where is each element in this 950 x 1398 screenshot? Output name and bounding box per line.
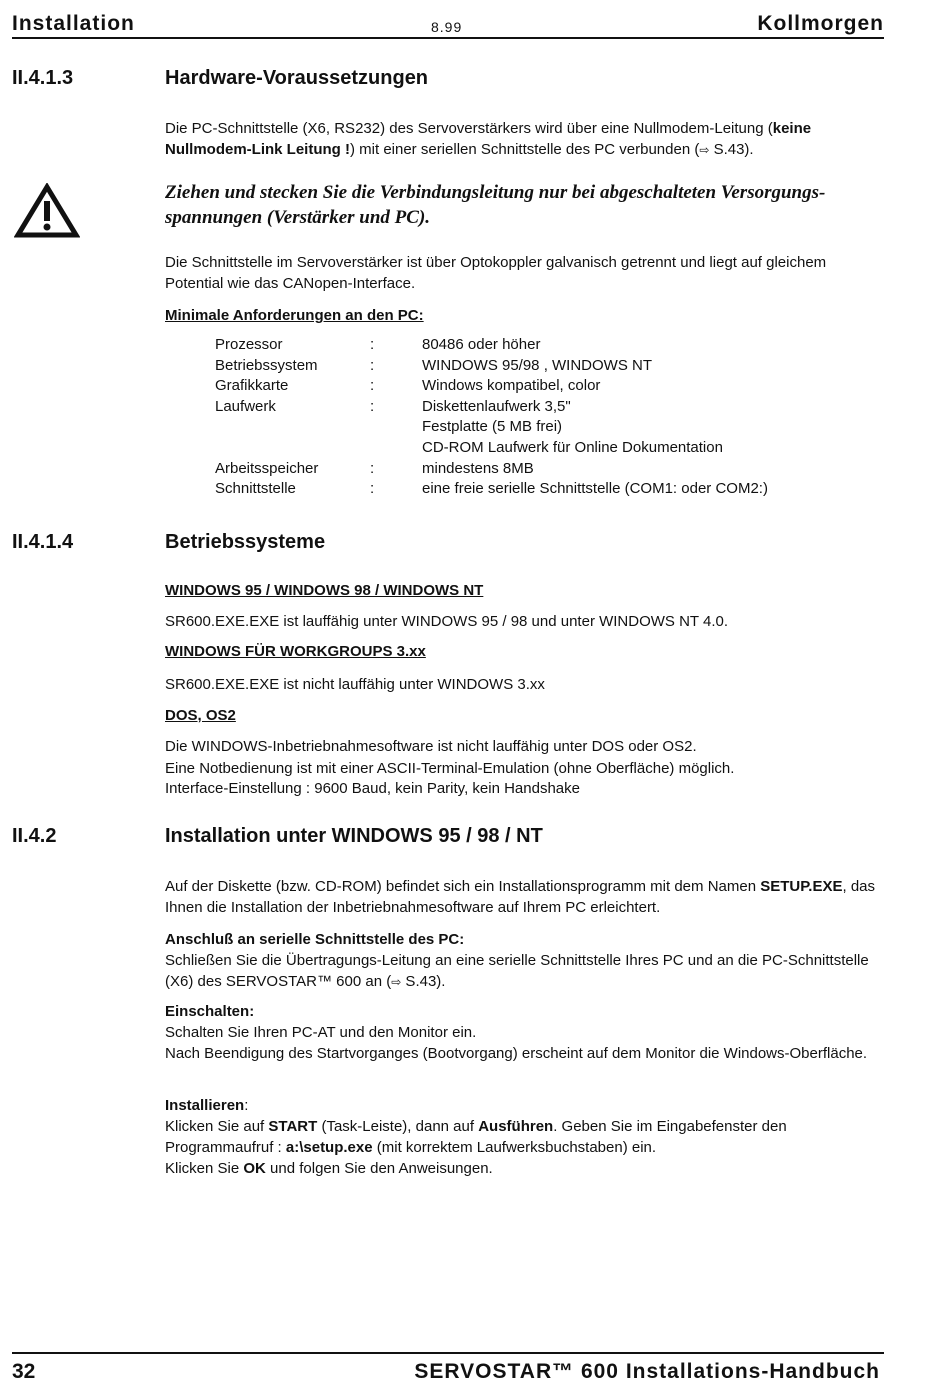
paragraph-install xyxy=(165,1095,885,1179)
underlined-heading: WINDOWS FÜR WORKGROUPS 3.xx xyxy=(165,643,426,660)
text-run: Nach Beendigung des Startvorganges (Bootvorgang) erscheint auf dem Monitor die Windows-Oberfläche. xyxy=(165,1045,868,1062)
section-number: II.4.2 xyxy=(12,825,57,847)
footer-rule xyxy=(12,1352,884,1354)
underlined-heading: DOS, OS2 xyxy=(165,707,236,724)
warning-text: Ziehen und stecken Sie die Verbindungsleitung nur bei abgeschalteten Versorgungs-spannungen (Verstärker und PC). xyxy=(165,182,826,228)
req-label xyxy=(215,438,370,459)
text-run: Klicken Sie auf xyxy=(165,1118,269,1135)
req-value: WINDOWS 95/98 , WINDOWS NT xyxy=(422,356,653,374)
req-label: Betriebssystem xyxy=(215,356,318,374)
requirements-heading xyxy=(165,305,885,326)
paragraph-connection xyxy=(165,929,885,993)
text-run: . Geben Sie im Eingabefenster den Programmaufruf : xyxy=(165,1118,787,1156)
header-brand: Kollmorgen xyxy=(757,12,884,35)
req-label: Arbeitsspeicher xyxy=(215,459,319,477)
text-run: , das Ihnen die Installation der Inbetriebnahmesoftware auf Ihrem PC erleichtert. xyxy=(165,878,876,916)
req-value: Diskettenlaufwerk 3,5" xyxy=(422,397,571,415)
paragraph-power-on xyxy=(165,1001,885,1064)
section-title: Installation unter WINDOWS 95 / 98 / NT xyxy=(165,825,543,847)
req-sep: : xyxy=(370,377,375,395)
subheading-wfw xyxy=(165,641,885,662)
text-run: Schließen Sie die Übertragungs-Leitung an eine serielle Schnittstelle Ihres PC und an die PC-Schnittstelle (X6) des SERVOSTAR™ 600 an ( xyxy=(165,952,869,990)
bold-run: OK xyxy=(243,1160,266,1177)
req-label: Grafikkarte xyxy=(215,377,289,395)
paragraph-win9x: SR600.EXE.EXE ist lauffähig unter WINDOWS 95 / 98 und unter WINDOWS NT 4.0. xyxy=(165,613,729,630)
paragraph-dos-1: Die WINDOWS-Inbetriebnahmesoftware ist nicht lauffähig unter DOS oder OS2. xyxy=(165,738,697,755)
req-label: Schnittstelle xyxy=(215,480,296,498)
table-row xyxy=(215,376,768,397)
page-reference: S.43). xyxy=(709,141,754,158)
req-label: Laufwerk xyxy=(215,397,276,415)
bold-run: Ausführen xyxy=(478,1118,554,1135)
text-run: und folgen Sie den Anweisungen. xyxy=(265,1160,493,1177)
table-row xyxy=(215,438,768,459)
bold-heading: Einschalten: xyxy=(165,1003,255,1020)
footer-title: SERVOSTAR™ 600 Installations-Handbuch xyxy=(414,1360,880,1383)
req-sep: : xyxy=(370,356,375,374)
underlined-heading: WINDOWS 95 / WINDOWS 98 / WINDOWS NT xyxy=(165,582,484,599)
header-date: 8.99 xyxy=(431,19,463,35)
paragraph-interface xyxy=(165,118,885,161)
header-section-title: Installation xyxy=(12,12,135,35)
table-row xyxy=(215,335,768,356)
arrow-right-icon: ⇨ xyxy=(699,143,710,157)
table-row xyxy=(215,356,768,377)
req-value: mindestens 8MB xyxy=(422,459,534,477)
req-label: Prozessor xyxy=(215,336,283,353)
table-row xyxy=(215,417,768,438)
req-sep: : xyxy=(370,397,375,415)
page-reference: S.43). xyxy=(401,973,446,990)
req-sep xyxy=(370,417,422,438)
req-value: eine freie serielle Schnittstelle (COM1: oder COM2:) xyxy=(422,480,768,498)
req-sep xyxy=(370,438,422,459)
text-run: (mit korrektem Laufwerksbuchstaben) ein. xyxy=(372,1139,657,1156)
section-number: II.4.1.3 xyxy=(12,67,74,89)
bold-heading: Installieren xyxy=(165,1097,245,1114)
bold-run: START xyxy=(268,1118,318,1135)
header-rule xyxy=(12,37,884,39)
paragraph-dos-2: Eine Notbedienung ist mit einer ASCII-Terminal-Emulation (ohne Oberfläche) möglich. xyxy=(165,760,735,777)
section-title: Betriebssysteme xyxy=(165,531,326,553)
req-label xyxy=(215,417,370,438)
text-run: Auf der Diskette (bzw. CD-ROM) befindet sich ein Installationsprogramm mit dem Namen xyxy=(165,878,761,895)
paragraph-wfw: SR600.EXE.EXE ist nicht lauffähig unter WINDOWS 3.xx xyxy=(165,676,545,693)
text-run: : xyxy=(244,1097,249,1114)
text-run: Schalten Sie Ihren PC-AT und den Monitor ein. xyxy=(165,1024,477,1041)
text-run: (Task-Leiste), dann auf xyxy=(317,1118,479,1135)
paragraph-setup xyxy=(165,876,885,918)
subheading-dos xyxy=(165,705,885,726)
table-row xyxy=(215,397,768,418)
req-value: 80486 oder höher xyxy=(422,336,541,353)
requirements-table xyxy=(215,335,768,500)
bold-run: a:\setup.exe xyxy=(285,1139,373,1156)
table-row xyxy=(215,479,768,500)
req-sep: : xyxy=(370,336,375,353)
req-sep: : xyxy=(370,480,375,498)
warning-triangle-icon xyxy=(14,183,80,239)
req-value: Festplatte (5 MB frei) xyxy=(422,418,563,436)
arrow-right-icon: ⇨ xyxy=(391,975,402,989)
paragraph-dos-3: Interface-Einstellung : 9600 Baud, kein Parity, kein Handshake xyxy=(165,780,580,797)
req-value: CD-ROM Laufwerk für Online Dokumentation xyxy=(422,438,723,456)
text-run: Klicken Sie xyxy=(165,1160,244,1177)
underlined-heading: Minimale Anforderungen an den PC: xyxy=(165,307,424,324)
bold-run: SETUP.EXE xyxy=(760,878,843,895)
subheading-win9x xyxy=(165,580,885,601)
page-number: 32 xyxy=(12,1360,36,1383)
text-run: ) mit einer seriellen Schnittstelle des PC verbunden ( xyxy=(350,141,700,158)
req-sep: : xyxy=(370,459,375,477)
req-value: Windows kompatibel, color xyxy=(422,377,601,395)
table-row xyxy=(215,459,768,480)
bold-heading: Anschluß an serielle Schnittstelle des PC: xyxy=(165,931,465,948)
paragraph-optocoupler: Die Schnittstelle im Servoverstärker ist über Optokoppler galvanisch getrennt und liegt auf gleichem Potential wie das CANopen-Interface. xyxy=(165,254,827,292)
section-title: Hardware-Voraussetzungen xyxy=(165,67,429,89)
bold-run: keine Nullmodem-Link Leitung ! xyxy=(165,120,812,158)
text-run: Die PC-Schnittstelle (X6, RS232) des Servoverstärkers wird über eine Nullmodem-Leitung ( xyxy=(165,120,773,137)
section-number: II.4.1.4 xyxy=(12,531,74,553)
